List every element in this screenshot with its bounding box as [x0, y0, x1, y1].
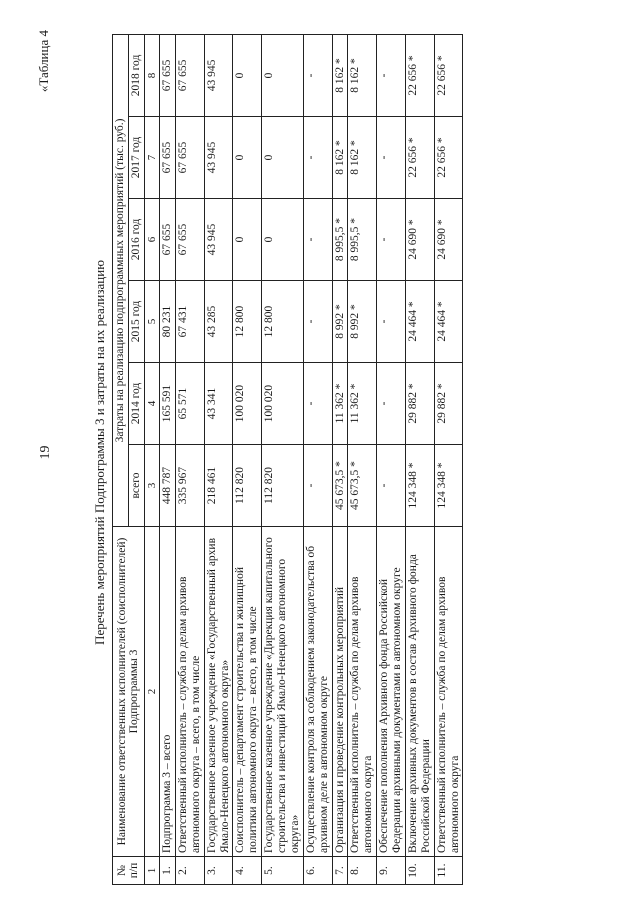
row-value: 8 162 *: [332, 34, 348, 116]
row-number: 8.: [348, 857, 377, 885]
row-value: 43 341: [204, 363, 233, 445]
row-value: 112 820: [233, 445, 262, 527]
row-number: 4.: [233, 857, 262, 885]
table-row: [332, 34, 348, 884]
page-number: 19: [38, 445, 53, 460]
row-value: -: [377, 199, 406, 281]
row-value: -: [303, 34, 332, 116]
header-name: Наименование ответственных исполнителей (соисполнителей) Подпрограммы 3: [113, 527, 145, 857]
header-year: 2014 год: [128, 363, 144, 445]
row-value: -: [377, 117, 406, 199]
column-index: 3: [144, 445, 159, 527]
row-value: 43 945: [204, 199, 233, 281]
row-value: 8 995,5 *: [348, 199, 377, 281]
row-value: 100 020: [233, 363, 262, 445]
row-name: Осуществление контроля за соблюдением законодательства об архивном деле в автономном округе: [303, 527, 332, 857]
measures-table: [112, 34, 463, 885]
row-value: 22 656 *: [434, 34, 463, 116]
row-value: 0: [233, 117, 262, 199]
table-row: [348, 34, 377, 884]
row-value: 67 655: [175, 199, 204, 281]
row-value: 335 967: [175, 445, 204, 527]
document-title: Перечень мероприятий Подпрограммы 3 и затраты на их реализацию: [92, 260, 107, 645]
row-number: 3.: [204, 857, 233, 885]
column-index: 2: [144, 527, 159, 857]
row-value: -: [377, 281, 406, 363]
row-value: 165 591: [160, 363, 176, 445]
row-name: Ответственный исполнитель – служба по делам архивов автономного округа: [434, 527, 463, 857]
row-value: 22 656 *: [405, 117, 434, 199]
row-value: 24 464 *: [434, 281, 463, 363]
row-value: 67 655: [160, 199, 176, 281]
row-value: 11 362 *: [332, 363, 348, 445]
table-row: [405, 34, 434, 884]
header-num: № п/п: [113, 857, 145, 885]
row-value: -: [303, 281, 332, 363]
column-index: 8: [144, 34, 159, 116]
row-value: 67 431: [175, 281, 204, 363]
header-costs: Затраты на реализацию подпрограммных мероприятий (тыс. руб.): [113, 34, 129, 526]
row-value: 43 945: [204, 34, 233, 116]
column-index: 4: [144, 363, 159, 445]
row-name: Государственное казенное учреждение «Государственный архив Ямало-Ненецкого автономного округа»: [204, 527, 233, 857]
row-value: -: [377, 445, 406, 527]
table-row: [262, 34, 304, 884]
row-value: 22 656 *: [405, 34, 434, 116]
table-row: [160, 34, 176, 884]
row-value: 45 673,5 *: [332, 445, 348, 527]
row-value: 0: [262, 199, 304, 281]
row-value: -: [377, 363, 406, 445]
row-number: 2.: [175, 857, 204, 885]
row-value: 218 461: [204, 445, 233, 527]
row-value: -: [377, 34, 406, 116]
row-value: 80 231: [160, 281, 176, 363]
row-value: 11 362 *: [348, 363, 377, 445]
row-value: 124 348 *: [434, 445, 463, 527]
table-row: [233, 34, 262, 884]
table-row: [434, 34, 463, 884]
row-value: 8 992 *: [332, 281, 348, 363]
row-value: 67 655: [160, 34, 176, 116]
row-name: Подпрограмма 3 – всего: [160, 527, 176, 857]
header-year: 2016 год: [128, 199, 144, 281]
row-number: 10.: [405, 857, 434, 885]
row-value: 124 348 *: [405, 445, 434, 527]
row-name: Включение архивных документов в состав Архивного фонда Российской Федерации: [405, 527, 434, 857]
row-name: Обеспечение пополнения Архивного фонда Российской Федерации архивными документами в автономном округе: [377, 527, 406, 857]
table-row: [204, 34, 233, 884]
row-value: 8 995,5 *: [332, 199, 348, 281]
row-value: 0: [233, 199, 262, 281]
row-value: 12 800: [233, 281, 262, 363]
row-value: 0: [233, 34, 262, 116]
header-year: 2015 год: [128, 281, 144, 363]
table-row: [175, 34, 204, 884]
row-value: -: [303, 363, 332, 445]
row-name: Государственное казенное учреждение «Дирекция капитального строительства и инвестиций Ямало-Ненецкого автономного округа»: [262, 527, 304, 857]
column-index: 5: [144, 281, 159, 363]
row-value: -: [303, 199, 332, 281]
row-value: 112 820: [262, 445, 304, 527]
row-value: 67 655: [160, 117, 176, 199]
table-row: [377, 34, 406, 884]
row-name: Ответственный исполнитель – служба по делам архивов автономного округа – всего, в том числе: [175, 527, 204, 857]
row-value: 67 655: [175, 34, 204, 116]
row-value: 12 800: [262, 281, 304, 363]
row-value: 24 464 *: [405, 281, 434, 363]
row-value: 29 882 *: [434, 363, 463, 445]
row-value: 0: [262, 117, 304, 199]
row-value: 65 571: [175, 363, 204, 445]
row-value: 22 656 *: [434, 117, 463, 199]
row-value: 8 992 *: [348, 281, 377, 363]
row-number: 6.: [303, 857, 332, 885]
row-value: 24 690 *: [405, 199, 434, 281]
row-value: 29 882 *: [405, 363, 434, 445]
row-name: Организация и проведение контрольных мероприятий: [332, 527, 348, 857]
row-number: 5.: [262, 857, 304, 885]
row-name: Соисполнитель – департамент строительства и жилищной политики автономного округа – всего, в том числе: [233, 527, 262, 857]
row-value: 448 787: [160, 445, 176, 527]
row-value: 43 945: [204, 117, 233, 199]
row-value: 45 673,5 *: [348, 445, 377, 527]
header-year: всего: [128, 445, 144, 527]
table-caption: «Таблица 4: [36, 30, 51, 93]
column-index: 1: [144, 857, 159, 885]
row-value: -: [303, 445, 332, 527]
column-index: 7: [144, 117, 159, 199]
row-number: 9.: [377, 857, 406, 885]
row-name: Ответственный исполнитель – служба по делам архивов автономного округа: [348, 527, 377, 857]
row-number: 1.: [160, 857, 176, 885]
table-row: [303, 34, 332, 884]
row-number: 7.: [332, 857, 348, 885]
header-year: 2017 год: [128, 117, 144, 199]
row-value: 8 162 *: [332, 117, 348, 199]
row-value: -: [303, 117, 332, 199]
row-value: 0: [262, 34, 304, 116]
row-number: 11.: [434, 857, 463, 885]
row-value: 24 690 *: [434, 199, 463, 281]
row-value: 8 162 *: [348, 34, 377, 116]
row-value: 8 162 *: [348, 117, 377, 199]
column-index: 6: [144, 199, 159, 281]
row-value: 67 655: [175, 117, 204, 199]
row-value: 100 020: [262, 363, 304, 445]
header-year: 2018 год: [128, 34, 144, 116]
row-value: 43 285: [204, 281, 233, 363]
